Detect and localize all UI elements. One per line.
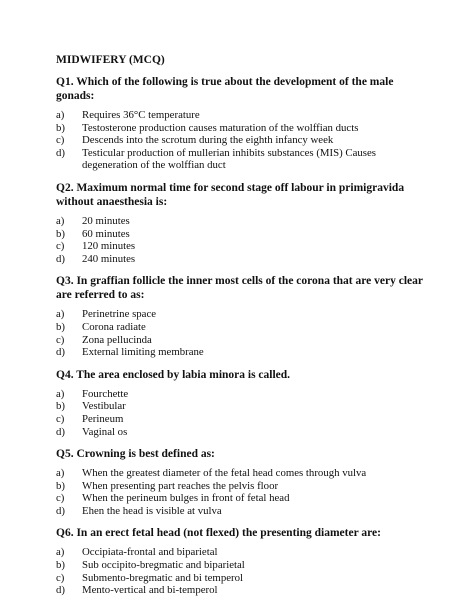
answer-option bbox=[56, 134, 426, 147]
question-block bbox=[56, 75, 426, 172]
option-text: 60 minutes bbox=[82, 227, 130, 240]
option-text: Ehen the head is visible at vulva bbox=[82, 504, 222, 517]
option-letter: b) bbox=[56, 559, 65, 572]
answer-option bbox=[56, 492, 426, 505]
option-text: Corona radiate bbox=[82, 320, 146, 333]
option-letter: c) bbox=[56, 134, 65, 147]
option-letter: a) bbox=[56, 109, 65, 121]
option-list bbox=[56, 388, 426, 438]
option-text: External limiting membrane bbox=[82, 346, 204, 359]
option-text: Requires 36°C temperature bbox=[82, 109, 200, 121]
answer-option bbox=[56, 308, 426, 321]
option-letter: c) bbox=[56, 240, 65, 253]
answer-option bbox=[56, 480, 426, 493]
option-letter: b) bbox=[56, 320, 65, 333]
option-letter: a) bbox=[56, 308, 65, 321]
option-text: Vestibular bbox=[82, 400, 126, 413]
answer-option bbox=[56, 559, 426, 572]
option-list bbox=[56, 109, 426, 172]
answer-option bbox=[56, 122, 426, 135]
option-letter: d) bbox=[56, 425, 65, 438]
question-text: Q4. The area enclosed by labia minora is called. bbox=[56, 368, 291, 381]
option-text: Perineum bbox=[82, 412, 124, 425]
question-block bbox=[56, 526, 426, 596]
option-text: Occipiata-frontal and biparietal bbox=[82, 546, 218, 559]
option-letter: b) bbox=[56, 479, 65, 492]
answer-option bbox=[56, 546, 426, 559]
option-text: Vaginal os bbox=[82, 425, 128, 438]
option-letter: b) bbox=[56, 227, 65, 240]
option-text: Perinetrine space bbox=[82, 308, 157, 321]
option-text: When the perineum bulges in front of fetal head bbox=[82, 492, 290, 505]
option-text: Mento-vertical and bi-temperol bbox=[82, 584, 218, 597]
answer-option bbox=[56, 426, 426, 439]
option-letter: b) bbox=[56, 400, 65, 413]
question-text: Q5. Crowning is best defined as: bbox=[56, 448, 215, 461]
option-text: When the greatest diameter of the fetal head comes through vulva bbox=[82, 467, 367, 480]
option-letter: a) bbox=[56, 387, 65, 400]
option-letter: d) bbox=[56, 584, 65, 597]
document-content bbox=[56, 53, 426, 606]
answer-option bbox=[56, 253, 426, 266]
option-letter: d) bbox=[56, 146, 65, 159]
question-block bbox=[56, 274, 426, 358]
option-text: 120 minutes bbox=[82, 240, 136, 253]
answer-option bbox=[56, 505, 426, 518]
option-text: Descends into the scrotum during the eighth infancy week bbox=[82, 134, 334, 147]
answer-option bbox=[56, 215, 426, 228]
option-text: Zona pellucinda bbox=[82, 333, 152, 346]
option-text: When presenting part reaches the pelvis floor bbox=[82, 479, 279, 492]
answer-option bbox=[56, 240, 426, 253]
answer-option bbox=[56, 388, 426, 401]
option-letter: d) bbox=[56, 346, 65, 359]
answer-option bbox=[56, 584, 426, 597]
question-block bbox=[56, 181, 426, 265]
question-block bbox=[56, 447, 426, 517]
option-text: Fourchette bbox=[82, 387, 129, 400]
option-list bbox=[56, 215, 426, 265]
question-text: Q2. Maximum normal time for second stage off labour in primigravida without anaesthesia is: bbox=[56, 181, 405, 208]
option-letter: c) bbox=[56, 333, 65, 346]
answer-option bbox=[56, 413, 426, 426]
answer-option bbox=[56, 147, 426, 172]
option-letter: c) bbox=[56, 492, 65, 505]
option-text: 20 minutes bbox=[82, 214, 130, 227]
option-text: Submento-bregmatic and bi temperol bbox=[82, 571, 244, 584]
option-text: Sub occipito-bregmatic and biparietal bbox=[82, 559, 245, 572]
option-list bbox=[56, 546, 426, 596]
option-letter: c) bbox=[56, 412, 65, 425]
answer-option bbox=[56, 321, 426, 334]
option-list bbox=[56, 308, 426, 358]
question-list bbox=[56, 75, 426, 597]
document-title: MIDWIFERY (MCQ) bbox=[56, 54, 165, 66]
answer-option bbox=[56, 228, 426, 241]
option-letter: c) bbox=[56, 571, 65, 584]
answer-option bbox=[56, 109, 426, 122]
option-text: Testosterone production causes maturation of the wolffian ducts bbox=[82, 121, 359, 134]
answer-option bbox=[56, 346, 426, 359]
option-letter: a) bbox=[56, 467, 65, 480]
option-letter: d) bbox=[56, 252, 65, 265]
question-text: Q3. In graffian follicle the inner most cells of the corona that are very clear are referred to as: bbox=[56, 275, 423, 302]
option-letter: d) bbox=[56, 504, 65, 517]
question-block bbox=[56, 368, 426, 438]
option-letter: a) bbox=[56, 214, 65, 227]
option-letter: b) bbox=[56, 121, 65, 134]
question-text: Q1. Which of the following is true about the development of the male gonads: bbox=[56, 76, 394, 102]
answer-option bbox=[56, 467, 426, 480]
option-letter: a) bbox=[56, 546, 65, 559]
option-list bbox=[56, 467, 426, 517]
option-text: Testicular production of mullerian inhibits substances (MIS) Causes degeneration of the wolffian duct bbox=[82, 146, 377, 172]
answer-option bbox=[56, 400, 426, 413]
option-text: 240 minutes bbox=[82, 252, 136, 265]
answer-option bbox=[56, 572, 426, 585]
answer-option bbox=[56, 334, 426, 347]
question-text: Q6. In an erect fetal head (not flexed) the presenting diameter are: bbox=[56, 527, 381, 540]
